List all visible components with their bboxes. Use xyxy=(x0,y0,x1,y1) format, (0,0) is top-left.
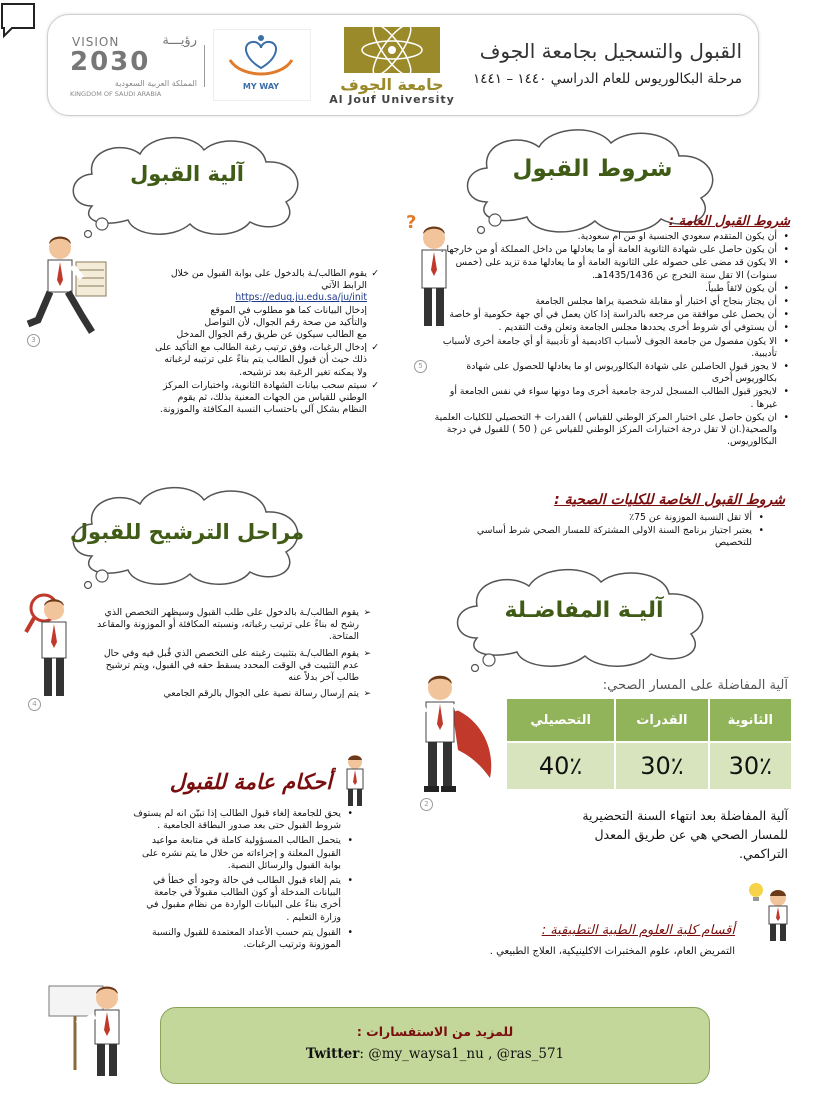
preference-table xyxy=(505,697,793,791)
condition-item: • أن يكون حاصل على شهادة الثانوية العامة أو ما يعادلها من داخل المملكة أو من خارجها . xyxy=(430,244,790,256)
contact-heading: للمزيد من الاستفسارات : xyxy=(356,1024,514,1039)
person-carrying-papers-icon xyxy=(20,232,115,342)
cloud-title: مراحل الترشيح للقبول xyxy=(69,520,305,544)
vision-subtitle-ar: المملكة العربية السعودية xyxy=(114,79,197,88)
twitter-handles[interactable]: : @my_waysa1_nu , @ras_571 xyxy=(359,1046,565,1062)
departments-text: التمريض العام، علوم المختبرات الاكلينيكية، العلاج الطبيعي . xyxy=(489,946,735,957)
page-number-5: 5 xyxy=(414,360,427,373)
preference-note: آلية المفاضلة بعد انتهاء السنة التحضيرية للمسار الصحي هي عن طريق المعدل التراكمي. xyxy=(582,808,788,861)
person-holding-sign-icon xyxy=(45,984,145,1080)
header-banner xyxy=(47,14,759,116)
stage-item: ➢ يقوم الطالب/ـة بالدخول على طلب القبول وسيظهر التخصص الذي رشح له بناءً على ترتيب رغباته، ونسبته المكافئة أو الموزونة والمقاعد المتاحة. xyxy=(92,607,372,644)
vision-word-ar: رؤيـــة xyxy=(162,33,197,48)
mechanism-section xyxy=(152,268,380,417)
page-title: القبول والتسجيل بجامعة الجوف xyxy=(479,39,742,63)
rules-heading: أحكام عامة للقبول xyxy=(169,770,332,794)
condition-item: • لايجوز قبول الطالب المسجل لدرجة جامعية أخرى وما دونها سواء في نفس الجامعة أو غيرها . xyxy=(430,386,790,410)
condition-item: • أن يكون المتقدم سعودي الجنسية او من ام سعودية. xyxy=(430,231,790,243)
cloud-preference-mechanism xyxy=(445,562,723,672)
page-number-1: 3 xyxy=(27,334,40,347)
table-cell: 30٪ xyxy=(709,742,792,790)
vision-year: 2030 xyxy=(70,47,151,77)
preference-caption: آلية المفاضلة على المسار الصحي: xyxy=(602,678,788,693)
mechanism-item: ✓ إدخال الرغبات، وفق ترتيب رغبة الطالب مع التأكيد على ذلك حيث أن قبول الطالب يتم بناءً على ترتيبه لرغباته ولا يمكنه تغير الرغبة بعد ترشيحه. xyxy=(152,342,380,379)
person-superhero-icon xyxy=(400,668,500,803)
logo-divider xyxy=(204,45,205,87)
health-condition-item: • يعتبر اجتياز برنامج السنة الاولى المشتركة للمسار الصحي شرط أساسي للتخصيص xyxy=(470,525,765,549)
mechanism-item-line: مع الطالب سيكون عن طريق رقم الجوال المدخل xyxy=(176,329,367,341)
condition-item: • أن يستوفي أي شروط أخرى يحددها مجلس الجامعة وتعلن وقت التقديم . xyxy=(430,322,790,334)
condition-item: • أن يجتاز بنجاح أي اختبار أو مقابلة شخصية يراها مجلس الجامعة xyxy=(430,296,790,308)
rule-item: • يحق للجامعة إلغاء قبول الطالب إذا تبيّن انه لم يستوف شروط القبول حتى بعد صدور البطاقة الجامعية . xyxy=(132,808,354,832)
vision-subtitle-en: KINGDOM OF SAUDI ARABIA xyxy=(70,90,162,98)
rule-item: • يتم إلغاء قبول الطالب في حالة وجود أي خطأ في البيانات المدخلة أو كون الطالب مقبولاً في جامعة أخرى بناءً على البيانات الواردة من نظام مقبول في وزارة التعليم . xyxy=(132,875,354,924)
person-idea-icon xyxy=(740,880,800,942)
conditions-section xyxy=(430,214,790,449)
table-header-row xyxy=(506,698,792,742)
condition-item: • الا يكون قد مضى على حصوله على الثانوية العامة أو ما يعادلها مدة تزيد على (خمس سنوات) الا تقل سنة التخرج عن 1435/1436هـ. xyxy=(430,257,790,281)
cloud-admission-mechanism xyxy=(62,128,312,240)
twitter-label: Twitter xyxy=(305,1046,360,1062)
health-conditions-section xyxy=(470,492,785,551)
stages-section xyxy=(92,607,382,701)
university-name-ar: جامعة الجوف xyxy=(340,75,444,94)
rule-item: • يتحمل الطالب المسؤولية كاملة في متابعة مواعيد القبول المعلنة و إجراءاته من خلال ما يتم نشره على بوابة القبول والرسائل النصية. xyxy=(132,835,354,872)
mechanism-item xyxy=(152,268,380,341)
conditions-heading: شروط القبول العامة : xyxy=(668,214,790,229)
table-row xyxy=(506,742,792,790)
mechanism-item: ✓ سيتم سحب بيانات الشهادة الثانوية، واختبارات المركز الوطني للقياس من الجهات المعنية بذلك، ثم يقوم النظام بشكل آلي باحتساب النسبة المكافئة والموزونة. xyxy=(152,380,380,417)
speech-bubble-icon xyxy=(0,0,38,42)
table-cell: 40٪ xyxy=(506,742,615,790)
table-cell: 30٪ xyxy=(615,742,708,790)
university-emblem-icon xyxy=(342,25,442,75)
rule-item: • القبول يتم حسب الأعداد المعتمدة للقبول والنسبة الموزونة وترتيب الرغبات. xyxy=(132,927,354,951)
cloud-title: آليـة المفاضـلة xyxy=(504,598,664,623)
column-header: القدرات xyxy=(615,698,708,742)
rules-section xyxy=(132,808,354,952)
health-conditions-heading: شروط القبول الخاصة للكليات الصحية : xyxy=(554,492,785,508)
mechanism-item-line: إدخال البيانات كما هو مطلوب في الموقع xyxy=(210,304,367,316)
condition-item: • أن يحصل على موافقة من مرجعه بالدراسة إذا كان يعمل في أي جهة حكومية أو خاصة xyxy=(430,309,790,321)
svg-text:?: ? xyxy=(406,212,417,233)
page-subtitle: مرحلة البكالوريوس للعام الدراسي ١٤٤٠ – ١٤٤١ xyxy=(473,71,742,87)
admission-portal-link[interactable]: https://edug.ju.edu.sa/ju/init xyxy=(235,292,367,304)
vision-word: VISION xyxy=(72,35,120,49)
contact-box xyxy=(160,1007,710,1084)
condition-item: • أن يكون لائقاً طبياً. xyxy=(430,283,790,295)
column-header: الثانوية xyxy=(709,698,792,742)
mechanism-item-line: والتأكيد من صحة رقم الجوال، لأن التواصل xyxy=(204,316,367,328)
my-way-logo xyxy=(213,29,311,101)
page-number-4: 4 xyxy=(28,698,41,711)
departments-heading: أقسام كلية العلوم الطبية التطبيقية : xyxy=(541,923,735,938)
contact-twitter-line xyxy=(161,1046,709,1062)
page-number-2: 2 xyxy=(420,798,433,811)
condition-item: • ان يكون حاصل على اختبار المركز الوطني للقياس ) القدرات + التحصيلي للكليات العلمية والصحية(.ان لا تقل درجة اختبارات المركز الوطني للقياس عن ( 50 ) للقبول في درجة البكالوريوس. xyxy=(430,412,790,449)
cloud-title: شروط القبول xyxy=(512,156,673,182)
cloud-nomination-stages xyxy=(62,480,312,590)
person-magnifier-icon xyxy=(22,588,77,700)
person-small-icon xyxy=(340,752,370,808)
my-way-text: MY WAY xyxy=(242,82,280,91)
stage-item: ➢ يتم إرسال رسالة نصية على الجوال بالرقم الجامعي xyxy=(92,688,372,700)
university-logo xyxy=(316,25,468,105)
cloud-title: آلية القبول xyxy=(130,162,244,186)
condition-item: • لا يجوز قبول الحاصلين على شهادة البكالوريوس او ما يعادلها للحصول على شهادة بكالوريوس أخرى xyxy=(430,361,790,385)
hands-heart-icon xyxy=(214,30,308,80)
university-name-en: Al Jouf University xyxy=(329,93,455,106)
mechanism-item-text: يقوم الطالب/ـة بالدخول على بوابة القبول من خلال الرابط الآتي xyxy=(170,268,367,292)
vision-2030-logo xyxy=(66,35,201,99)
health-condition-item: • ألا تقل النسبة الموزونة عن 75٪ xyxy=(470,512,765,524)
stage-item: ➢ يقوم الطالب/ـة بتثبيت رغبته على التخصص الذي قُبل فيه وفي حال عدم التثبيت في الوقت المحدد يسقط حقه في القبول، ويتم ترشيح طالب آخر بدلاً عنه xyxy=(92,648,372,685)
condition-item: • الا يكون مفصول من جامعة الجوف لأسباب اكاديمية أو تأديبية أو أي جامعة أخرى لأسباب تأديبية. xyxy=(430,336,790,360)
column-header: التحصيلي xyxy=(506,698,615,742)
